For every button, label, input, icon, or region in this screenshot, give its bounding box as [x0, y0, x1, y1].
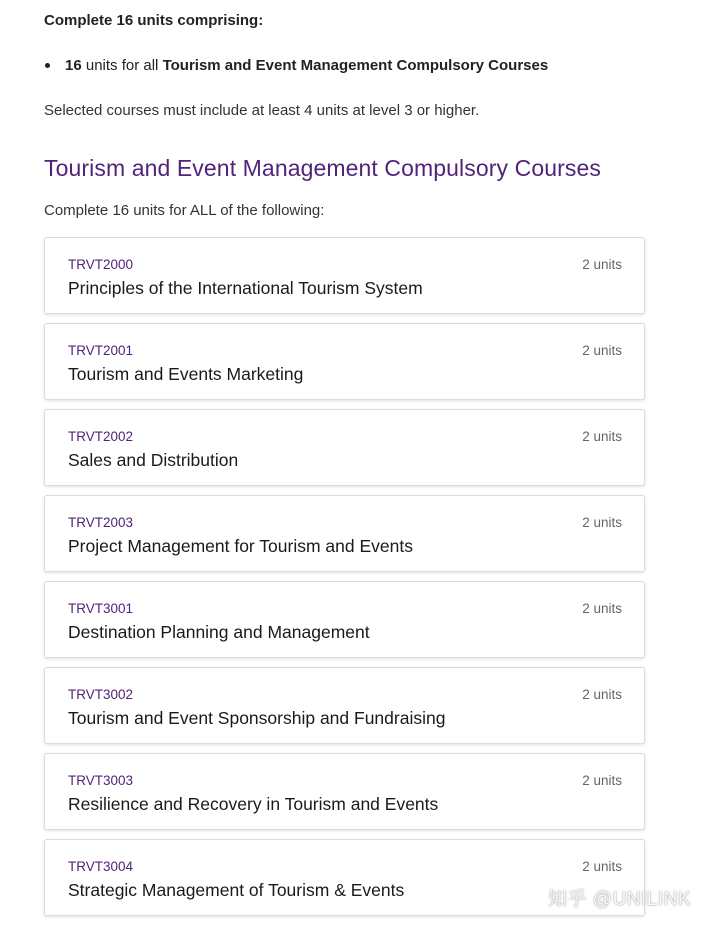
- course-card[interactable]: [44, 667, 645, 744]
- bullet-middle-text: units for all: [85, 57, 159, 74]
- course-code: TRVT3001: [68, 601, 134, 616]
- bullet-unit-count: 16: [65, 57, 82, 74]
- course-code: TRVT3003: [68, 773, 134, 788]
- course-code: TRVT2002: [68, 429, 134, 444]
- course-card[interactable]: [44, 237, 645, 314]
- bullet-course-group-link[interactable]: Tourism and Event Management Compulsory Courses: [162, 57, 549, 74]
- course-code: TRVT2001: [68, 343, 134, 358]
- course-units: 2 units: [582, 343, 622, 358]
- course-code: TRVT2000: [68, 257, 134, 272]
- course-units: 2 units: [582, 515, 622, 530]
- course-name: Strategic Management of Tourism & Events: [68, 880, 405, 900]
- requirements-bullet: [44, 57, 548, 74]
- course-units: 2 units: [582, 859, 622, 874]
- course-code: TRVT3004: [68, 859, 134, 874]
- course-code: TRVT3002: [68, 687, 134, 702]
- course-name: Project Management for Tourism and Events: [68, 536, 413, 556]
- course-units: 2 units: [582, 257, 622, 272]
- course-card[interactable]: [44, 323, 645, 400]
- course-name: Sales and Distribution: [68, 450, 239, 470]
- course-card[interactable]: [44, 581, 645, 658]
- course-name: Destination Planning and Management: [68, 622, 370, 642]
- course-name: Tourism and Events Marketing: [68, 364, 304, 384]
- course-card[interactable]: [44, 495, 645, 572]
- course-units: 2 units: [582, 773, 622, 788]
- course-card[interactable]: [44, 753, 645, 830]
- section-subtitle: Complete 16 units for ALL of the following:: [44, 202, 325, 219]
- course-units: 2 units: [582, 429, 622, 444]
- course-units: 2 units: [582, 687, 622, 702]
- zhihu-watermark: 知乎 @UNILINK: [548, 889, 692, 910]
- requirements-note: Selected courses must include at least 4 units at level 3 or higher.: [44, 102, 480, 119]
- section-title: Tourism and Event Management Compulsory Courses: [44, 155, 601, 181]
- course-card[interactable]: [44, 409, 645, 486]
- requirements-heading: Complete 16 units comprising:: [44, 12, 264, 29]
- course-name: Principles of the International Tourism System: [68, 278, 423, 298]
- course-name: Tourism and Event Sponsorship and Fundraising: [68, 708, 446, 728]
- course-name: Resilience and Recovery in Tourism and Events: [68, 794, 439, 814]
- course-code: TRVT2003: [68, 515, 134, 530]
- course-units: 2 units: [582, 601, 622, 616]
- bullet-dot-icon: [45, 63, 50, 68]
